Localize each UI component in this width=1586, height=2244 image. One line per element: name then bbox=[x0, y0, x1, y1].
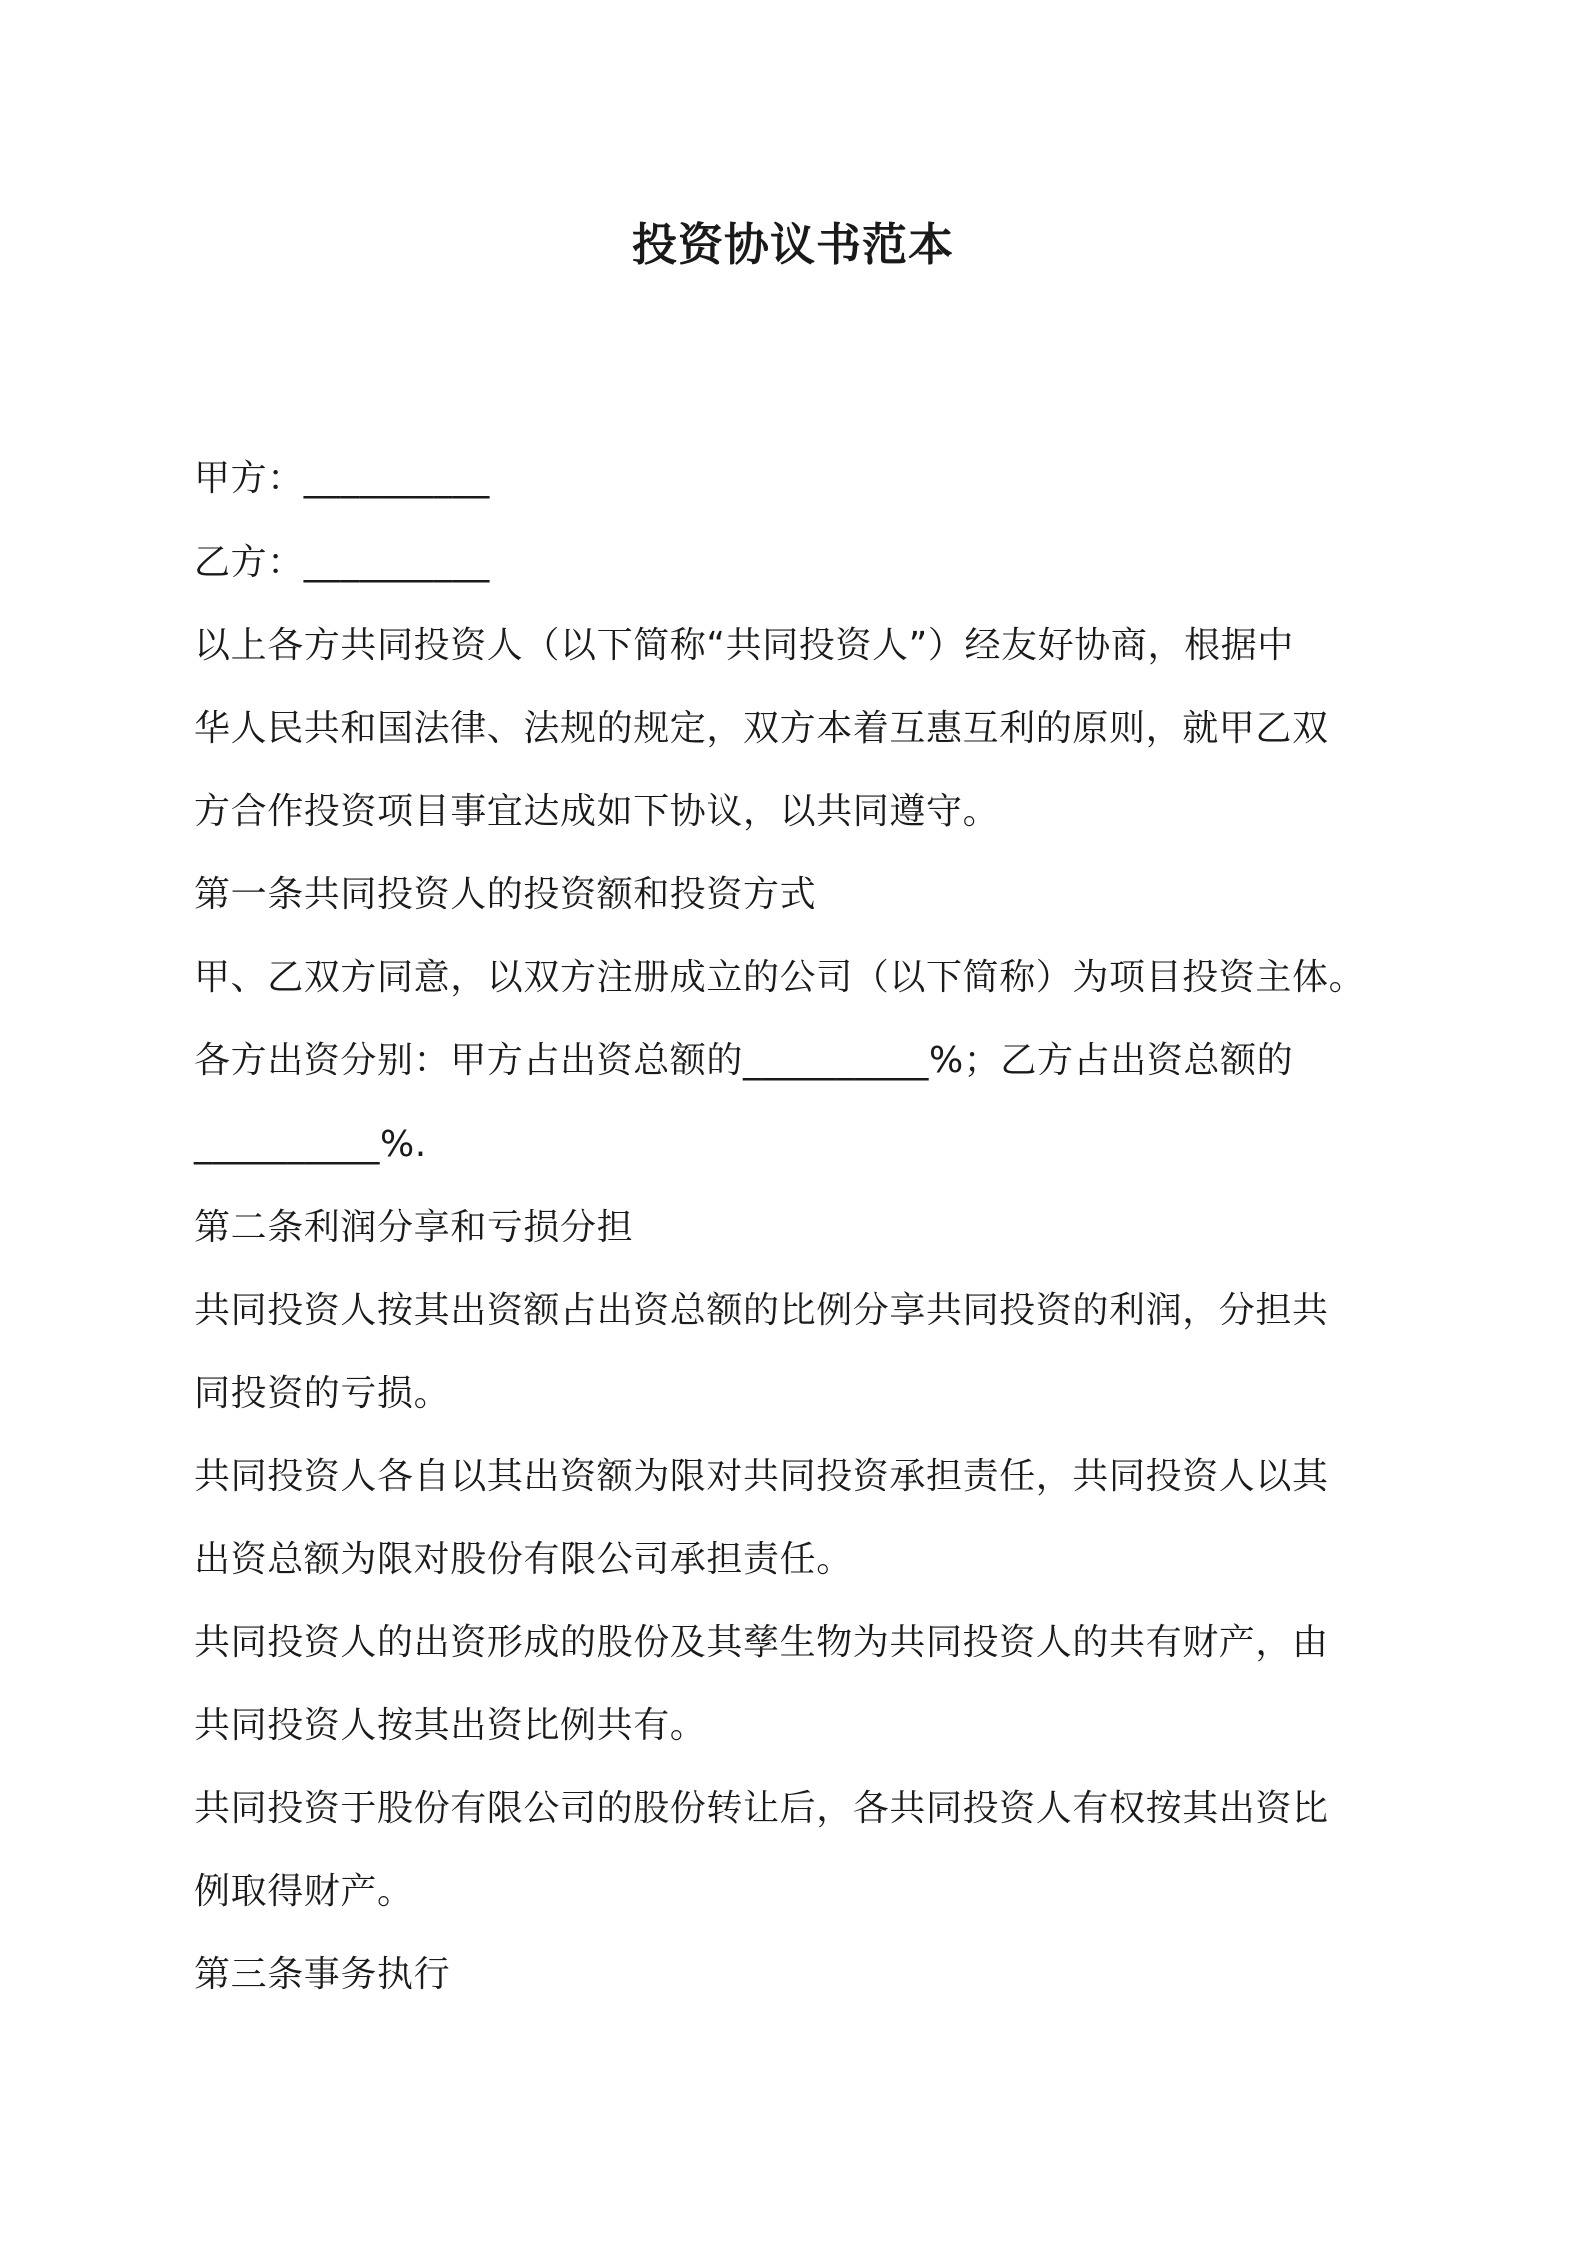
preamble-line-3: 方合作投资项目事宜达成如下协议，以共同遵守。 bbox=[194, 791, 1000, 832]
party-b-line: 乙方：__________ bbox=[194, 542, 490, 583]
article-1-para-2-cont: __________%. bbox=[194, 1124, 427, 1165]
article-2-para-2-cont: 出资总额为限对股份有限公司承担责任。 bbox=[194, 1539, 853, 1580]
article-2-para-3: 共同投资人的出资形成的股份及其孳生物为共同投资人的共有财产，由 bbox=[194, 1622, 1329, 1663]
preamble-line-1: 以上各方共同投资人（以下简称“共同投资人”）经友好协商，根据中 bbox=[194, 625, 1294, 666]
article-2-para-1-cont: 同投资的亏损。 bbox=[194, 1373, 451, 1414]
document-title: 投资协议书范本 bbox=[631, 218, 954, 271]
article-2-para-4-cont: 例取得财产。 bbox=[194, 1871, 414, 1912]
article-1-heading: 第一条共同投资人的投资额和投资方式 bbox=[194, 874, 817, 915]
party-a-line: 甲方：__________ bbox=[194, 458, 490, 499]
article-2-para-1: 共同投资人按其出资额占出资总额的比例分享共同投资的利润，分担共 bbox=[194, 1290, 1329, 1331]
article-2-para-3-cont: 共同投资人按其出资比例共有。 bbox=[194, 1705, 707, 1746]
article-1-para-1: 甲、乙双方同意，以双方注册成立的公司（以下简称）为项目投资主体。 bbox=[194, 957, 1366, 998]
article-1-para-2: 各方出资分别：甲方占出资总额的__________%；乙方占出资总额的 bbox=[194, 1040, 1294, 1081]
article-2-para-4: 共同投资于股份有限公司的股份转让后，各共同投资人有权按其出资比 bbox=[194, 1788, 1329, 1829]
article-2-heading: 第二条利润分享和亏损分担 bbox=[194, 1207, 634, 1248]
article-3-heading: 第三条事务执行 bbox=[194, 1954, 451, 1995]
preamble-line-2: 华人民共和国法律、法规的规定，双方本着互惠互利的原则，就甲乙双 bbox=[194, 708, 1329, 749]
article-2-para-2: 共同投资人各自以其出资额为限对共同投资承担责任，共同投资人以其 bbox=[194, 1456, 1329, 1497]
